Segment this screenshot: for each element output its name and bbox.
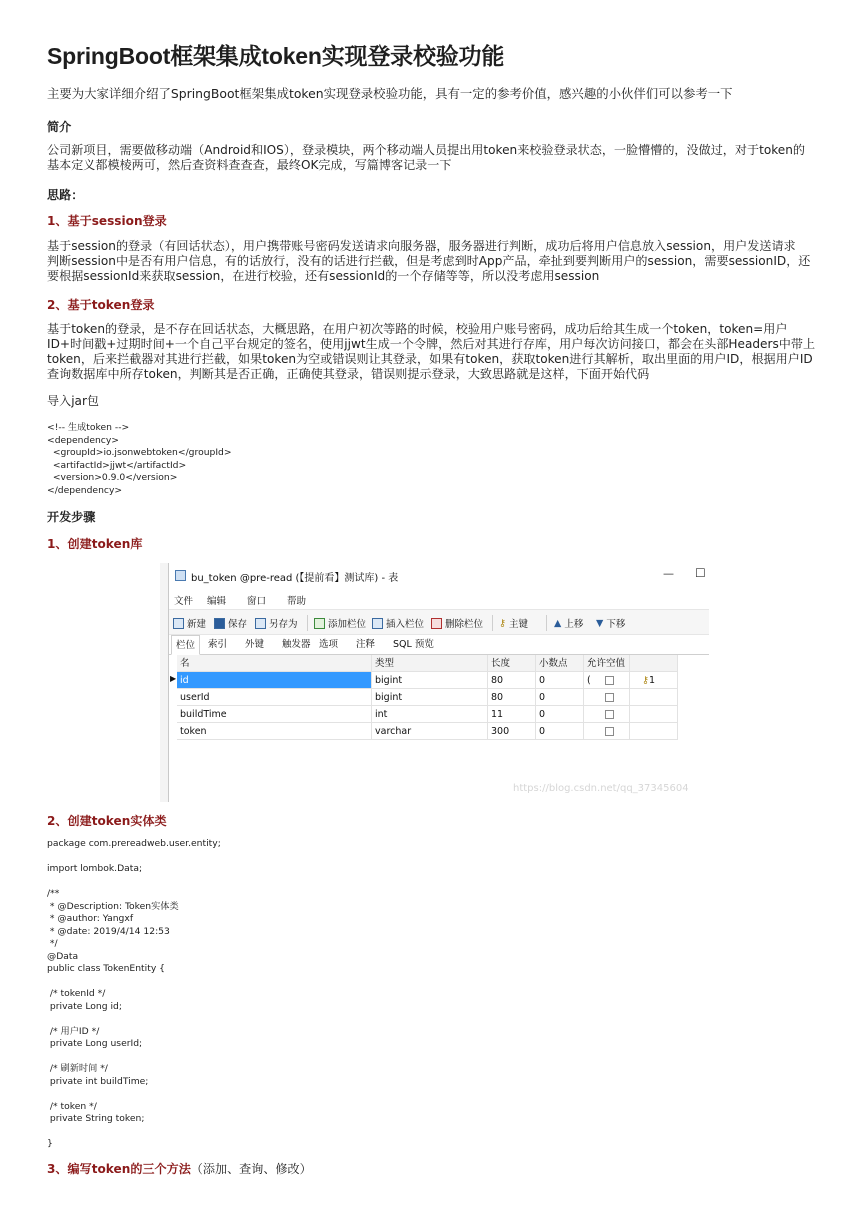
new-label: 新建 (187, 619, 207, 630)
insert-column-icon (372, 618, 383, 629)
intro-heading: 简介 (47, 120, 72, 134)
step2-heading: 2、创建token实体类 (47, 814, 167, 828)
delete-column-icon (431, 618, 442, 629)
nullable-checkbox[interactable] (605, 693, 614, 702)
field-key-cell (630, 672, 678, 689)
session-line: 要根据sessionId来获取session，在进行校验，还有sessionId的一个存储等等，所以没考虑用session (47, 269, 600, 283)
menu-window[interactable]: 窗口 (247, 596, 267, 607)
field-nullable-cell[interactable] (584, 689, 630, 706)
field-type-cell[interactable]: varchar (372, 723, 488, 740)
delete-column-label: 删除栏位 (445, 619, 484, 630)
design-tabs (169, 635, 709, 655)
session-line: 基于session的登录（有回话状态），用户携带账号密码发送请求向服务器，服务器进行判断，成功后将用户信息放入session，用户发送请求 (47, 239, 796, 253)
column-header-length: 长度 (488, 655, 536, 672)
minimize-button[interactable]: — (663, 567, 674, 580)
move-down-button[interactable] (596, 616, 625, 630)
intro-line: 基本定义都模棱两可，然后查资料查查查，最终OK完成，写篇博客记录一下 (47, 158, 452, 172)
field-decimal-cell[interactable]: 0 (536, 723, 584, 740)
dependency-code: <!-- 生成token --> <dependency> <groupId>io.jsonwebtoken</groupId> <artifactId>jjwt</artifactId> <version>0.9.0</version> </dependency> (47, 422, 232, 496)
field-name-cell[interactable]: id (177, 672, 372, 689)
watermark: https://blog.csdn.net/qq_37345604 (513, 783, 689, 794)
save-button[interactable] (214, 616, 247, 630)
field-key-cell (630, 723, 678, 740)
field-nullable-cell[interactable] (584, 706, 630, 723)
add-column-icon (314, 618, 325, 629)
ideas-heading: 思路： (47, 188, 84, 202)
nullable-checkbox[interactable] (605, 727, 614, 736)
toolbar-divider (546, 615, 547, 631)
primary-key-label: 主键 (508, 619, 528, 630)
save-as-icon (255, 618, 266, 629)
left-edge (160, 563, 169, 802)
step3-heading-line (47, 1160, 312, 1177)
column-header-name: 名 (177, 655, 372, 672)
menu-file[interactable]: 文件 (174, 596, 194, 607)
arrow-up-icon: ▲ (554, 617, 562, 629)
column-header-nullable: 允许空值 ( (584, 655, 630, 672)
key-icon: ⚷ (499, 617, 506, 629)
column-header-key (630, 655, 678, 672)
step3-heading: 3、编写token的三个方法 (47, 1162, 191, 1176)
primary-key-button[interactable] (499, 616, 528, 630)
field-name-cell[interactable]: buildTime (177, 706, 372, 723)
toolbar (169, 609, 709, 635)
save-as-label: 另存为 (269, 619, 298, 630)
field-decimal-cell[interactable]: 0 (536, 689, 584, 706)
token-heading: 2、基于token登录 (47, 298, 155, 312)
summary-text: 主要为大家详细介绍了SpringBoot框架集成token实现登录校验功能，具有一定的参考价值，感兴趣的小伙伴们可以参考一下 (47, 86, 733, 101)
field-name-cell[interactable]: token (177, 723, 372, 740)
tab-foreign-keys[interactable]: 外键 (245, 639, 265, 650)
insert-column-button[interactable] (372, 616, 424, 630)
tab-indexes[interactable]: 索引 (208, 639, 228, 650)
field-length-cell[interactable]: 80 (488, 672, 536, 689)
add-column-button[interactable] (314, 616, 366, 630)
field-type-cell[interactable]: bigint (372, 672, 488, 689)
menu-bar (169, 589, 709, 609)
field-name-cell[interactable]: userId (177, 689, 372, 706)
table-icon (175, 570, 186, 581)
steps-heading: 开发步骤 (47, 510, 96, 524)
arrow-down-icon: ▼ (596, 617, 604, 629)
entity-code: package com.prereadweb.user.entity; import lombok.Data; /** * @Description: Token实体类 * @author: Yangxf * @date: 2019/4/14 12:53 */ @Data public class TokenEntity { /* tokenId */ private Long id; /* 用户ID */ private Long userId; /* 刷新时间 */ private int buildTime; /* token */ private String token; } (47, 838, 221, 1149)
tab-sql-preview[interactable]: SQL 预览 (393, 639, 434, 650)
window-title: bu_token @pre-read (【提前看】测试库) - 表 (191, 573, 399, 584)
delete-column-button[interactable] (431, 616, 483, 630)
tab-options[interactable]: 选项 (319, 639, 339, 650)
tab-triggers[interactable]: 触发器 (282, 639, 311, 650)
field-length-cell[interactable]: 80 (488, 689, 536, 706)
current-row-indicator-icon: ▶ (170, 674, 177, 683)
nullable-checkbox[interactable] (605, 676, 614, 685)
table-design-screenshot (160, 563, 709, 802)
key-icon: ⚷ (642, 675, 649, 686)
column-header-type: 类型 (372, 655, 488, 672)
tab-comment[interactable]: 注释 (356, 639, 376, 650)
field-type-cell[interactable]: int (372, 706, 488, 723)
step3-suffix: （添加、查询、修改） (190, 1162, 312, 1176)
field-decimal-cell[interactable]: 0 (536, 706, 584, 723)
page-title: SpringBoot框架集成token实现登录校验功能 (47, 43, 505, 69)
menu-help[interactable]: 帮助 (287, 596, 307, 607)
save-icon (214, 618, 225, 629)
column-header-decimal: 小数点 (536, 655, 584, 672)
menu-edit[interactable]: 编辑 (207, 596, 227, 607)
toolbar-divider (307, 615, 308, 631)
new-icon (173, 618, 184, 629)
field-length-cell[interactable]: 300 (488, 723, 536, 740)
token-line: 基于token的登录，是不存在回话状态，大概思路，在用户初次等路的时候，校验用户账号密码，成功后给其生成一个token，token=用户 (47, 322, 788, 336)
field-type-cell[interactable]: bigint (372, 689, 488, 706)
field-key-cell (630, 706, 678, 723)
field-key-cell (630, 689, 678, 706)
token-line: 查询数据库中所存token，判断其是否正确，正确使其登录，错误则提示登录，大致思路就是这样，下面开始代码 (47, 367, 650, 381)
window-titlebar (169, 563, 709, 589)
move-down-label: 下移 (606, 619, 626, 630)
save-label: 保存 (228, 619, 248, 630)
field-length-cell[interactable]: 11 (488, 706, 536, 723)
field-nullable-cell[interactable] (584, 672, 630, 689)
toolbar-divider (492, 615, 493, 631)
token-line: token，后来拦截器对其进行拦截，如果token为空或错误则让其登录，如果有token，获取token进行其解析，取出里面的用户ID，根据用户ID (47, 352, 813, 366)
move-up-label: 上移 (564, 619, 584, 630)
import-label: 导入jar包 (47, 394, 100, 408)
nullable-checkbox[interactable] (605, 710, 614, 719)
field-nullable-cell[interactable] (584, 723, 630, 740)
insert-column-label: 插入栏位 (386, 619, 425, 630)
key-order: 1 (648, 675, 656, 686)
field-decimal-cell[interactable]: 0 (536, 672, 584, 689)
step1-heading: 1、创建token库 (47, 537, 143, 551)
tab-columns[interactable]: 栏位 (171, 635, 200, 655)
maximize-button[interactable]: ☐ (695, 566, 706, 580)
token-line: ID+时间戳+过期时间+一个自己平台规定的签名，使用jjwt生成一个令牌，然后对其进行存库，用户每次访问接口，都会在头部Headers中带上 (47, 337, 816, 351)
add-column-label: 添加栏位 (328, 619, 367, 630)
move-up-button[interactable] (554, 616, 583, 630)
new-button[interactable] (173, 616, 206, 630)
intro-line: 公司新项目，需要做移动端（Android和IOS），登录模块，两个移动端人员提出用token来校验登录状态，一脸懵懵的，没做过，对于token的 (47, 143, 805, 157)
columns-grid (169, 655, 709, 745)
save-as-button[interactable] (255, 616, 298, 630)
session-heading: 1、基于session登录 (47, 214, 167, 228)
session-line: 判断session中是否有用户信息，有的话放行，没有的话进行拦截，但是考虑到时App产品，牵扯到要判断用户的session，需要sessionID，还 (47, 254, 811, 268)
